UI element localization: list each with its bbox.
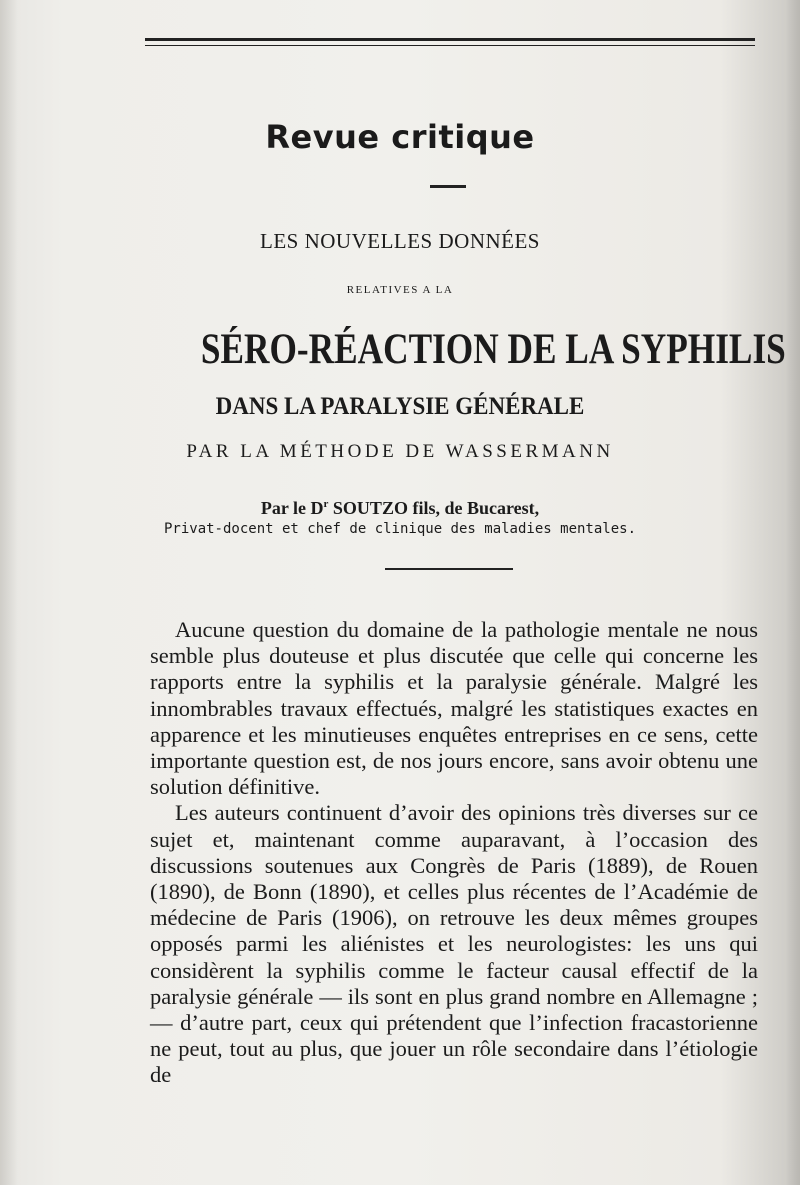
title-divider — [430, 185, 466, 188]
article-body — [150, 617, 758, 1089]
author-line — [0, 498, 800, 519]
author-name: SOUTZO fils, de Bucarest, — [328, 498, 540, 518]
heading-line-1: LES NOUVELLES DONNÉES — [260, 229, 540, 253]
section-divider — [385, 568, 513, 570]
top-rule — [145, 38, 755, 46]
author-title-sup: r — [323, 498, 329, 510]
scan-gutter-shadow — [0, 0, 18, 1185]
paragraph: Les auteurs continuent d’avoir des opinions très diverses sur ce sujet et, maintenant comme auparavant, à l’occasion des discussions soutenues aux Congrès de Paris (1889), de Rouen (1890), de Bonn (1890), et celles plus récentes de l’Académie de médecine de Paris (1906), on retrouve les deux mêmes groupes opposés parmi les aliénistes et les neurologistes: les uns qui considèrent la syphilis comme le facteur causal effectif de la paralysie générale — ils sont en plus grand nombre en Allemagne ; — d’autre part, ceux qui prétendent que l’infection fracastorienne ne peut, tout au plus, que jouer un rôle secondaire dans l’étiologie de — [150, 800, 758, 1088]
article-title: SÉRO-RÉACTION DE LA SYPHILIS — [200, 326, 786, 373]
heading-line-4: DANS LA PARALYSIE GÉNÉRALE — [215, 393, 585, 420]
heading-line-2: RELATIVES A LA — [346, 284, 454, 296]
paragraph: Aucune question du domaine de la pathologie mentale ne nous semble plus douteuse et plus discutée que celle qui concerne les rapports entre la syphilis et la paralysie générale. Malgré les innombrables travaux effectués, malgré les statistiques exactes en apparence et les minutieuses enquêtes entreprises en ce sens, cette importante question est, de nos jours encore, sans avoir obtenu une solution définitive. — [150, 617, 758, 800]
scan-edge-shadow — [786, 0, 800, 1185]
heading-line-5: PAR LA MÉTHODE DE WASSERMANN — [186, 441, 614, 462]
section-title: Revue critique — [265, 118, 535, 156]
author-affiliation: Privat-docent et chef de clinique des maladies mentales. — [163, 521, 636, 537]
author-prefix: Par le D — [260, 498, 324, 518]
